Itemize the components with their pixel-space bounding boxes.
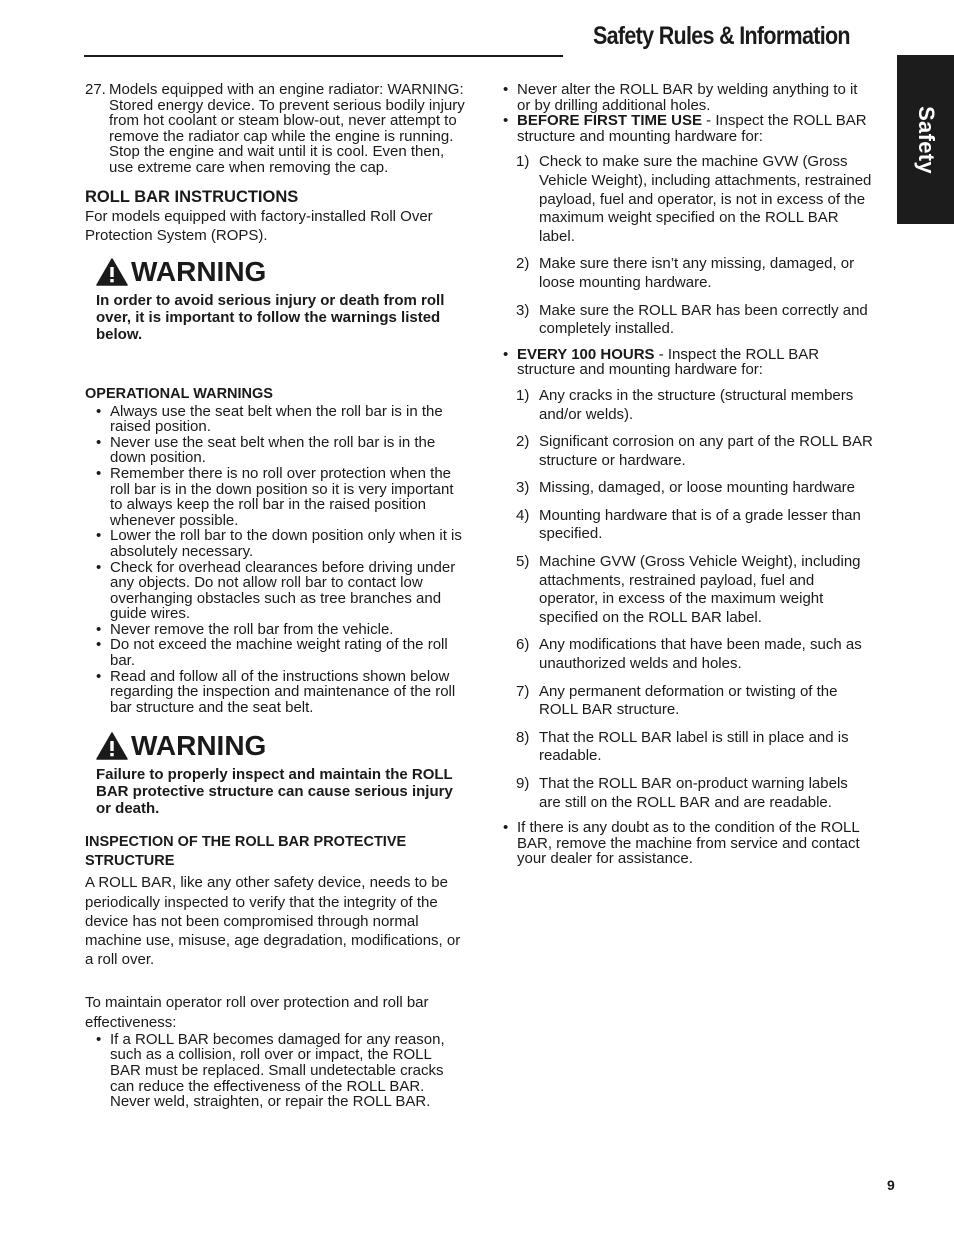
list-item: 2) Make sure there isn’t any missing, damaged, or loose mounting hardware. — [516, 255, 855, 291]
left-column — [85, 82, 465, 1110]
side-tab — [897, 55, 954, 224]
list-item: 9) That the ROLL BAR on-product warning labels are still on the ROLL BAR and are readable. — [516, 775, 848, 811]
warning-title — [96, 729, 465, 763]
list-item: 2) Significant corrosion on any part of the ROLL BAR structure or hardware. — [516, 433, 873, 469]
bullet-icon: • — [503, 112, 509, 130]
bullet-icon: • — [96, 1030, 102, 1048]
warning-triangle-icon — [96, 258, 128, 286]
list-item: 5) Machine GVW (Gross Vehicle Weight), including attachments, restrained payload, fuel and operator, in excess of the maximum weight specified on the ROLL BAR label. — [516, 553, 861, 626]
list-item: • Never use the seat belt when the roll bar is in the down position. — [96, 433, 436, 467]
warning-title — [96, 255, 465, 289]
list-item: • If there is any doubt as to the condition of the ROLL BAR, remove the machine from service and contact your dealer for assistance. — [503, 819, 860, 868]
list-item: 4) Mounting hardware that is of a grade lesser than specified. — [516, 506, 861, 543]
bullet-icon: • — [96, 620, 102, 638]
warning-title-text: WARNING — [131, 730, 267, 762]
list-item: 8) That the ROLL BAR label is still in place and is readable. — [516, 728, 849, 765]
list-item: 1) Any cracks in the structure (structural members and/or welds). — [516, 386, 854, 423]
warning-title-text: WARNING — [131, 255, 267, 287]
bullet-icon: • — [96, 527, 102, 545]
bullet-icon: • — [96, 636, 102, 654]
maintain-list — [96, 1032, 465, 1110]
header-rule — [84, 55, 563, 57]
bullet-icon: • — [96, 667, 102, 685]
list-item: 3) Make sure the ROLL BAR has been correctly and completely installed. — [516, 301, 868, 338]
list-item: • Do not exceed the machine weight rating of the roll bar. — [96, 636, 448, 670]
side-tab-label: Safety — [913, 105, 939, 174]
operational-warnings-list — [96, 404, 465, 716]
list-item-text: Models equipped with an engine radiator: WARNING: Stored energy device. To prevent serious bodily injury from hot coolant or steam blow-out, never attempt to remove the radiator cap while the engine is running. Stop the engine and wait until it is cool. Even then, use extreme care when removing the cap. — [109, 81, 465, 176]
list-item: • Never remove the roll bar from the vehicle. — [96, 620, 394, 638]
list-item: • If a ROLL BAR becomes damaged for any reason, such as a collision, roll over or impact, the ROLL BAR must be replaced. Small undetectable cracks can reduce the effectiveness of the ROLL BAR. Never weld, straighten, or repair the ROLL BAR. — [96, 1030, 445, 1111]
operational-warnings-heading: OPERATIONAL WARNINGS — [85, 385, 273, 402]
list-item: 1) Check to make sure the machine GVW (Gross Vehicle Weight), including attachments, restrained payload, fuel and operator, is not in excess of the maximum weight specified on the ROLL BAR label. — [516, 153, 872, 245]
first-time-label: BEFORE FIRST TIME USE — [517, 112, 703, 130]
inspection-heading: INSPECTION OF THE ROLL BAR PROTECTIVE STRUCTURE — [85, 834, 407, 870]
bullet-icon: • — [96, 402, 102, 420]
list-item: 7) Any permanent deformation or twisting of the ROLL BAR structure. — [516, 682, 838, 719]
bullet-icon: • — [503, 819, 509, 837]
list-item: • EVERY 100 HOURS - Inspect the ROLL BAR structure and mounting hardware for: — [503, 345, 820, 379]
list-item: • Always use the seat belt when the roll bar is in the raised position. — [96, 402, 443, 436]
roll-bar-subtext: For models equipped with factory-installed Roll Over Protection System (ROPS). — [85, 207, 433, 244]
list-item: • BEFORE FIRST TIME USE - Inspect the ROLL BAR structure and mounting hardware for: — [503, 112, 867, 145]
warning-text: Failure to properly inspect and maintain the ROLL BAR protective structure can cause serious injury or death. — [96, 766, 453, 818]
warning-triangle-icon — [96, 732, 128, 760]
warning-text: In order to avoid serious injury or death from roll over, it is important to follow the warnings listed below. — [96, 291, 445, 343]
list-item-27 — [85, 82, 465, 176]
page-number: 9 — [887, 1177, 895, 1193]
warning-box-2 — [96, 729, 465, 817]
bullet-icon: • — [96, 464, 102, 482]
roll-bar-heading: ROLL BAR INSTRUCTIONS — [85, 187, 299, 206]
right-column — [503, 82, 873, 867]
list-item: 3) Missing, damaged, or loose mounting hardware — [516, 479, 856, 497]
list-item: • Check for overhead clearances before driving under any objects. Do not allow roll bar to contact low overhanging obstacles such as tree branches and guide wires. — [96, 558, 456, 623]
list-item: • Never alter the ROLL BAR by welding anything to it or by drilling additional holes. — [503, 81, 858, 114]
maintain-paragraph: To maintain operator roll over protection and roll bar effectiveness: — [85, 994, 429, 1031]
page-title: Safety Rules & Information — [593, 22, 850, 50]
list-item: • Remember there is no roll over protection when the roll bar is in the down position so it is very important to always keep the roll bar in the raised position whenever possible. — [96, 464, 454, 529]
inspection-paragraph: A ROLL BAR, like any other safety device, needs to be periodically inspected to verify that the integrity of the device has not been compromised through normal machine use, misuse, age degradation, modifications, or a roll over. — [85, 874, 461, 969]
bullet-icon: • — [503, 345, 509, 363]
bullet-icon: • — [96, 558, 102, 576]
list-item: • Lower the roll bar to the down position only when it is absolutely necessary. — [96, 527, 462, 560]
bullet-icon: • — [96, 433, 102, 451]
list-item: 6) Any modifications that have been made, such as unauthorized welds and holes. — [516, 636, 862, 673]
first-time-checklist — [503, 153, 873, 338]
warning-box-1 — [96, 255, 465, 343]
list-item: • Read and follow all of the instructions shown below regarding the inspection and maintenance of the roll bar structure and the seat belt. — [96, 667, 456, 716]
every-100-checklist — [503, 387, 873, 812]
every-100-label: EVERY 100 HOURS — [517, 345, 655, 363]
bullet-icon: • — [503, 81, 509, 98]
list-item-number: 27. — [85, 81, 106, 98]
